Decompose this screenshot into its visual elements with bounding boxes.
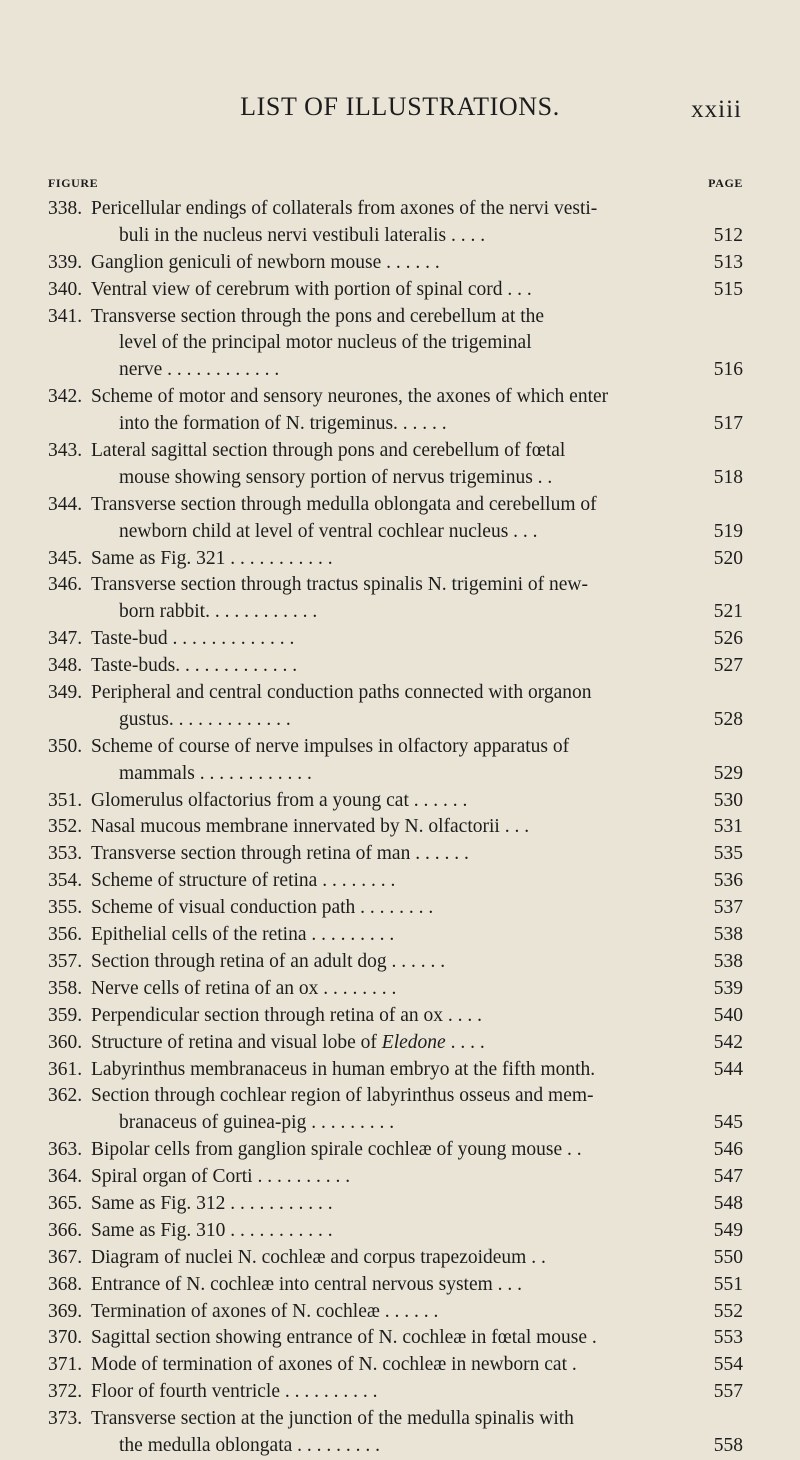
entry-line <box>0 949 800 976</box>
figure-number: 351. <box>48 789 83 811</box>
entry-line <box>0 841 800 868</box>
figure-number: 369. <box>48 1300 83 1322</box>
figure-number: 368. <box>48 1273 83 1295</box>
figure-number: 347. <box>48 628 83 650</box>
figure-number: 358. <box>48 977 83 999</box>
entry-line <box>0 1164 800 1191</box>
entry-caption: Bipolar cells from ganglion spirale cochleæ of young mouse . . <box>91 1139 582 1161</box>
entry-caption: mammals . . . . . . . . . . . . <box>119 762 312 784</box>
entry-caption: Nasal mucous membrane innervated by N. olfactorii . . . <box>91 816 530 838</box>
entry-caption: Same as Fig. 310 . . . . . . . . . . . <box>91 1219 333 1241</box>
figure-number: 349. <box>48 682 83 704</box>
page-reference: 516 <box>713 359 743 381</box>
entry-caption: Transverse section at the junction of the medulla spinalis with <box>91 1408 574 1430</box>
figure-number: 367. <box>48 1246 83 1268</box>
figure-number: 350. <box>48 735 83 757</box>
figure-number: 354. <box>48 870 83 892</box>
entry-caption: Termination of axones of N. cochleæ . . . . . . <box>91 1300 439 1322</box>
entry-caption: branaceus of guinea-pig . . . . . . . . . <box>119 1112 395 1134</box>
list-item <box>0 250 800 277</box>
figure-number: 345. <box>48 547 83 569</box>
entry-caption: into the formation of N. trigeminus. . . . . . <box>119 413 447 435</box>
page-reference: 557 <box>713 1381 743 1403</box>
entry-line <box>0 761 800 788</box>
entry-caption: Peripheral and central conduction paths connected with organon <box>91 682 592 704</box>
entry-line <box>0 196 800 223</box>
list-item <box>0 1218 800 1245</box>
entry-caption: Transverse section through retina of man . . . . . . <box>91 843 469 865</box>
page-reference: 521 <box>713 601 743 623</box>
figure-number: 366. <box>48 1219 83 1241</box>
list-item <box>0 841 800 868</box>
entry-line <box>0 1191 800 1218</box>
page-reference: 544 <box>713 1058 743 1080</box>
entry-caption: Taste-buds. . . . . . . . . . . . . <box>91 655 298 677</box>
page-reference: 512 <box>713 224 743 246</box>
list-item <box>0 572 800 626</box>
entry-line <box>0 895 800 922</box>
page-title: LIST OF ILLUSTRATIONS. <box>240 92 560 121</box>
figure-number: 360. <box>48 1031 83 1053</box>
figure-number: 346. <box>48 574 83 596</box>
figure-number: 344. <box>48 493 83 515</box>
entry-caption: newborn child at level of ventral cochlear nucleus . . . <box>119 520 538 542</box>
figure-number: 352. <box>48 816 83 838</box>
entry-caption: Perpendicular section through retina of an ox . . . . <box>91 1004 482 1026</box>
page-reference: 526 <box>713 628 743 650</box>
entry-line <box>0 653 800 680</box>
entry-line <box>0 277 800 304</box>
page-reference: 530 <box>713 789 743 811</box>
list-item <box>0 1191 800 1218</box>
page-column-heading: PAGE <box>708 176 743 190</box>
entry-line <box>0 1433 800 1460</box>
entry-caption: Diagram of nuclei N. cochleæ and corpus trapezoideum . . <box>91 1246 546 1268</box>
figure-number: 348. <box>48 655 83 677</box>
page-reference: 549 <box>713 1219 743 1241</box>
list-item <box>0 1164 800 1191</box>
page-reference: 537 <box>713 897 743 919</box>
entry-caption: Entrance of N. cochleæ into central nervous system . . . <box>91 1273 523 1295</box>
page-reference: 558 <box>713 1434 743 1456</box>
entry-caption: born rabbit. . . . . . . . . . . . <box>119 601 318 623</box>
entry-line <box>0 680 800 707</box>
page-reference: 550 <box>713 1246 743 1268</box>
entry-caption: Section through cochlear region of labyrinthus osseus and mem- <box>91 1085 594 1107</box>
species-name: Eledone <box>381 1031 446 1053</box>
figure-number: 370. <box>48 1327 83 1349</box>
entry-line <box>0 304 800 331</box>
list-item <box>0 1325 800 1352</box>
figure-number: 339. <box>48 251 83 273</box>
entry-line <box>0 788 800 815</box>
page-reference: 545 <box>713 1112 743 1134</box>
page-reference: 546 <box>713 1139 743 1161</box>
figure-number: 359. <box>48 1004 83 1026</box>
list-item <box>0 304 800 385</box>
entry-caption: Same as Fig. 321 . . . . . . . . . . . <box>91 547 333 569</box>
entry-caption: Nerve cells of retina of an ox . . . . . . . . <box>91 977 397 999</box>
page-reference: 538 <box>713 950 743 972</box>
entry-caption: Ventral view of cerebrum with portion of spinal cord . . . <box>91 278 532 300</box>
figure-number: 371. <box>48 1354 83 1376</box>
figure-number: 343. <box>48 440 83 462</box>
figure-column-heading: FIGURE <box>48 176 99 190</box>
entry-line <box>0 465 800 492</box>
entry-caption: Glomerulus olfactorius from a young cat . . . . . . <box>91 789 468 811</box>
entry-caption: level of the principal motor nucleus of the trigeminal <box>119 332 532 354</box>
entry-line <box>0 546 800 573</box>
list-item <box>0 384 800 438</box>
entry-line <box>0 1083 800 1110</box>
entry-caption: Transverse section through tractus spinalis N. trigemini of new- <box>91 574 588 596</box>
list-item <box>0 1003 800 1030</box>
list-item <box>0 1030 800 1057</box>
entry-line <box>0 814 800 841</box>
list-item <box>0 277 800 304</box>
entry-line <box>0 223 800 250</box>
figure-number: 364. <box>48 1166 83 1188</box>
figure-number: 357. <box>48 950 83 972</box>
list-item <box>0 1272 800 1299</box>
entry-caption: Transverse section through the pons and cerebellum at the <box>91 305 545 327</box>
entry-line <box>0 1272 800 1299</box>
entry-line <box>0 1137 800 1164</box>
entry-line <box>0 519 800 546</box>
figure-number: 356. <box>48 924 83 946</box>
entry-line <box>0 492 800 519</box>
page-reference: 548 <box>713 1192 743 1214</box>
entry-caption: Ganglion geniculi of newborn mouse . . . . . . <box>91 251 440 273</box>
entry-line <box>0 1218 800 1245</box>
figure-number: 340. <box>48 278 83 300</box>
entry-caption: Taste-bud . . . . . . . . . . . . . <box>91 628 295 650</box>
entry-caption: nerve . . . . . . . . . . . . <box>119 359 280 381</box>
entry-caption: Structure of retina and visual lobe of Eledone . . . . <box>91 1031 485 1053</box>
entry-line <box>0 1057 800 1084</box>
list-item <box>0 814 800 841</box>
page-reference: 528 <box>713 708 743 730</box>
page-reference: 547 <box>713 1166 743 1188</box>
figure-number: 342. <box>48 386 83 408</box>
entry-line <box>0 707 800 734</box>
list-item <box>0 976 800 1003</box>
figure-number: 355. <box>48 897 83 919</box>
entry-line <box>0 384 800 411</box>
entry-line <box>0 438 800 465</box>
entry-line <box>0 1299 800 1326</box>
entry-line <box>0 411 800 438</box>
entry-caption: buli in the nucleus nervi vestibuli lateralis . . . . <box>119 224 486 246</box>
page-reference: 518 <box>713 466 743 488</box>
entry-line <box>0 626 800 653</box>
entry-line <box>0 1245 800 1272</box>
entry-caption: Labyrinthus membranaceus in human embryo at the fifth month. <box>91 1058 596 1080</box>
entry-line <box>0 357 800 384</box>
entry-caption: gustus. . . . . . . . . . . . . <box>119 708 291 730</box>
list-item <box>0 438 800 492</box>
entry-line <box>0 868 800 895</box>
page-reference: 540 <box>713 1004 743 1026</box>
list-item <box>0 653 800 680</box>
page-reference: 538 <box>713 924 743 946</box>
entry-caption: mouse showing sensory portion of nervus trigeminus . . <box>119 466 553 488</box>
page-reference: 539 <box>713 977 743 999</box>
column-headings <box>0 176 800 192</box>
entry-caption: Lateral sagittal section through pons and cerebellum of fœtal <box>91 440 566 462</box>
page-reference: 529 <box>713 762 743 784</box>
page-reference: 554 <box>713 1354 743 1376</box>
entry-line <box>0 250 800 277</box>
list-item <box>0 949 800 976</box>
illustration-list <box>0 196 800 1460</box>
page-reference: 515 <box>713 278 743 300</box>
page-reference: 527 <box>713 655 743 677</box>
list-item <box>0 196 800 250</box>
page-reference: 552 <box>713 1300 743 1322</box>
list-item <box>0 788 800 815</box>
list-item <box>0 680 800 734</box>
entry-caption: Transverse section through medulla oblongata and cerebellum of <box>91 493 597 515</box>
page-reference: 551 <box>713 1273 743 1295</box>
figure-number: 363. <box>48 1139 83 1161</box>
entry-line <box>0 1325 800 1352</box>
list-item <box>0 734 800 788</box>
page-number: xxiii <box>691 96 742 123</box>
entry-caption: Spiral organ of Corti . . . . . . . . . . <box>91 1166 351 1188</box>
entry-caption: Floor of fourth ventricle . . . . . . . . . . <box>91 1381 378 1403</box>
entry-line <box>0 330 800 357</box>
figure-number: 362. <box>48 1085 83 1107</box>
page-reference: 520 <box>713 547 743 569</box>
figure-number: 372. <box>48 1381 83 1403</box>
entry-caption: Scheme of motor and sensory neurones, the axones of which enter <box>91 386 609 408</box>
list-item <box>0 922 800 949</box>
entry-line <box>0 1003 800 1030</box>
list-item <box>0 626 800 653</box>
entry-caption: Sagittal section showing entrance of N. cochleæ in fœtal mouse . <box>91 1327 597 1349</box>
page-reference: 531 <box>713 816 743 838</box>
entry-caption: Scheme of course of nerve impulses in olfactory apparatus of <box>91 735 570 757</box>
page-reference: 519 <box>713 520 743 542</box>
list-item <box>0 1245 800 1272</box>
entry-line <box>0 922 800 949</box>
entry-line <box>0 1352 800 1379</box>
entry-line <box>0 1030 800 1057</box>
page-reference: 536 <box>713 870 743 892</box>
running-header <box>0 92 800 132</box>
page-reference: 535 <box>713 843 743 865</box>
entry-line <box>0 1406 800 1433</box>
figure-number: 341. <box>48 305 83 327</box>
list-item <box>0 868 800 895</box>
list-item <box>0 1137 800 1164</box>
list-item <box>0 546 800 573</box>
entry-caption: the medulla oblongata . . . . . . . . . <box>119 1434 381 1456</box>
figure-number: 338. <box>48 198 83 219</box>
list-item <box>0 1299 800 1326</box>
page-reference: 553 <box>713 1327 743 1349</box>
page-reference: 513 <box>713 251 743 273</box>
entry-line <box>0 599 800 626</box>
list-item <box>0 895 800 922</box>
list-item <box>0 1352 800 1379</box>
entry-caption: Same as Fig. 312 . . . . . . . . . . . <box>91 1192 333 1214</box>
page-reference: 517 <box>713 413 743 435</box>
entry-caption: Epithelial cells of the retina . . . . . . . . . <box>91 924 395 946</box>
entry-line <box>0 1110 800 1137</box>
list-item <box>0 1057 800 1084</box>
entry-caption: Section through retina of an adult dog . . . . . . <box>91 950 446 972</box>
entry-line <box>0 976 800 1003</box>
list-item <box>0 1406 800 1460</box>
list-item <box>0 1379 800 1406</box>
figure-number: 361. <box>48 1058 83 1080</box>
entry-caption: Scheme of visual conduction path . . . . . . . . <box>91 897 434 919</box>
entry-caption: Pericellular endings of collaterals from axones of the nervi vesti- <box>91 198 598 219</box>
figure-number: 373. <box>48 1408 83 1430</box>
entry-line <box>0 1379 800 1406</box>
figure-number: 365. <box>48 1192 83 1214</box>
entry-caption: Scheme of structure of retina . . . . . . . . <box>91 870 396 892</box>
list-item <box>0 492 800 546</box>
list-item <box>0 1083 800 1137</box>
page-reference: 542 <box>713 1031 743 1053</box>
entry-caption: Mode of termination of axones of N. cochleæ in newborn cat . <box>91 1354 577 1376</box>
figure-number: 353. <box>48 843 83 865</box>
entry-line <box>0 734 800 761</box>
entry-line <box>0 572 800 599</box>
